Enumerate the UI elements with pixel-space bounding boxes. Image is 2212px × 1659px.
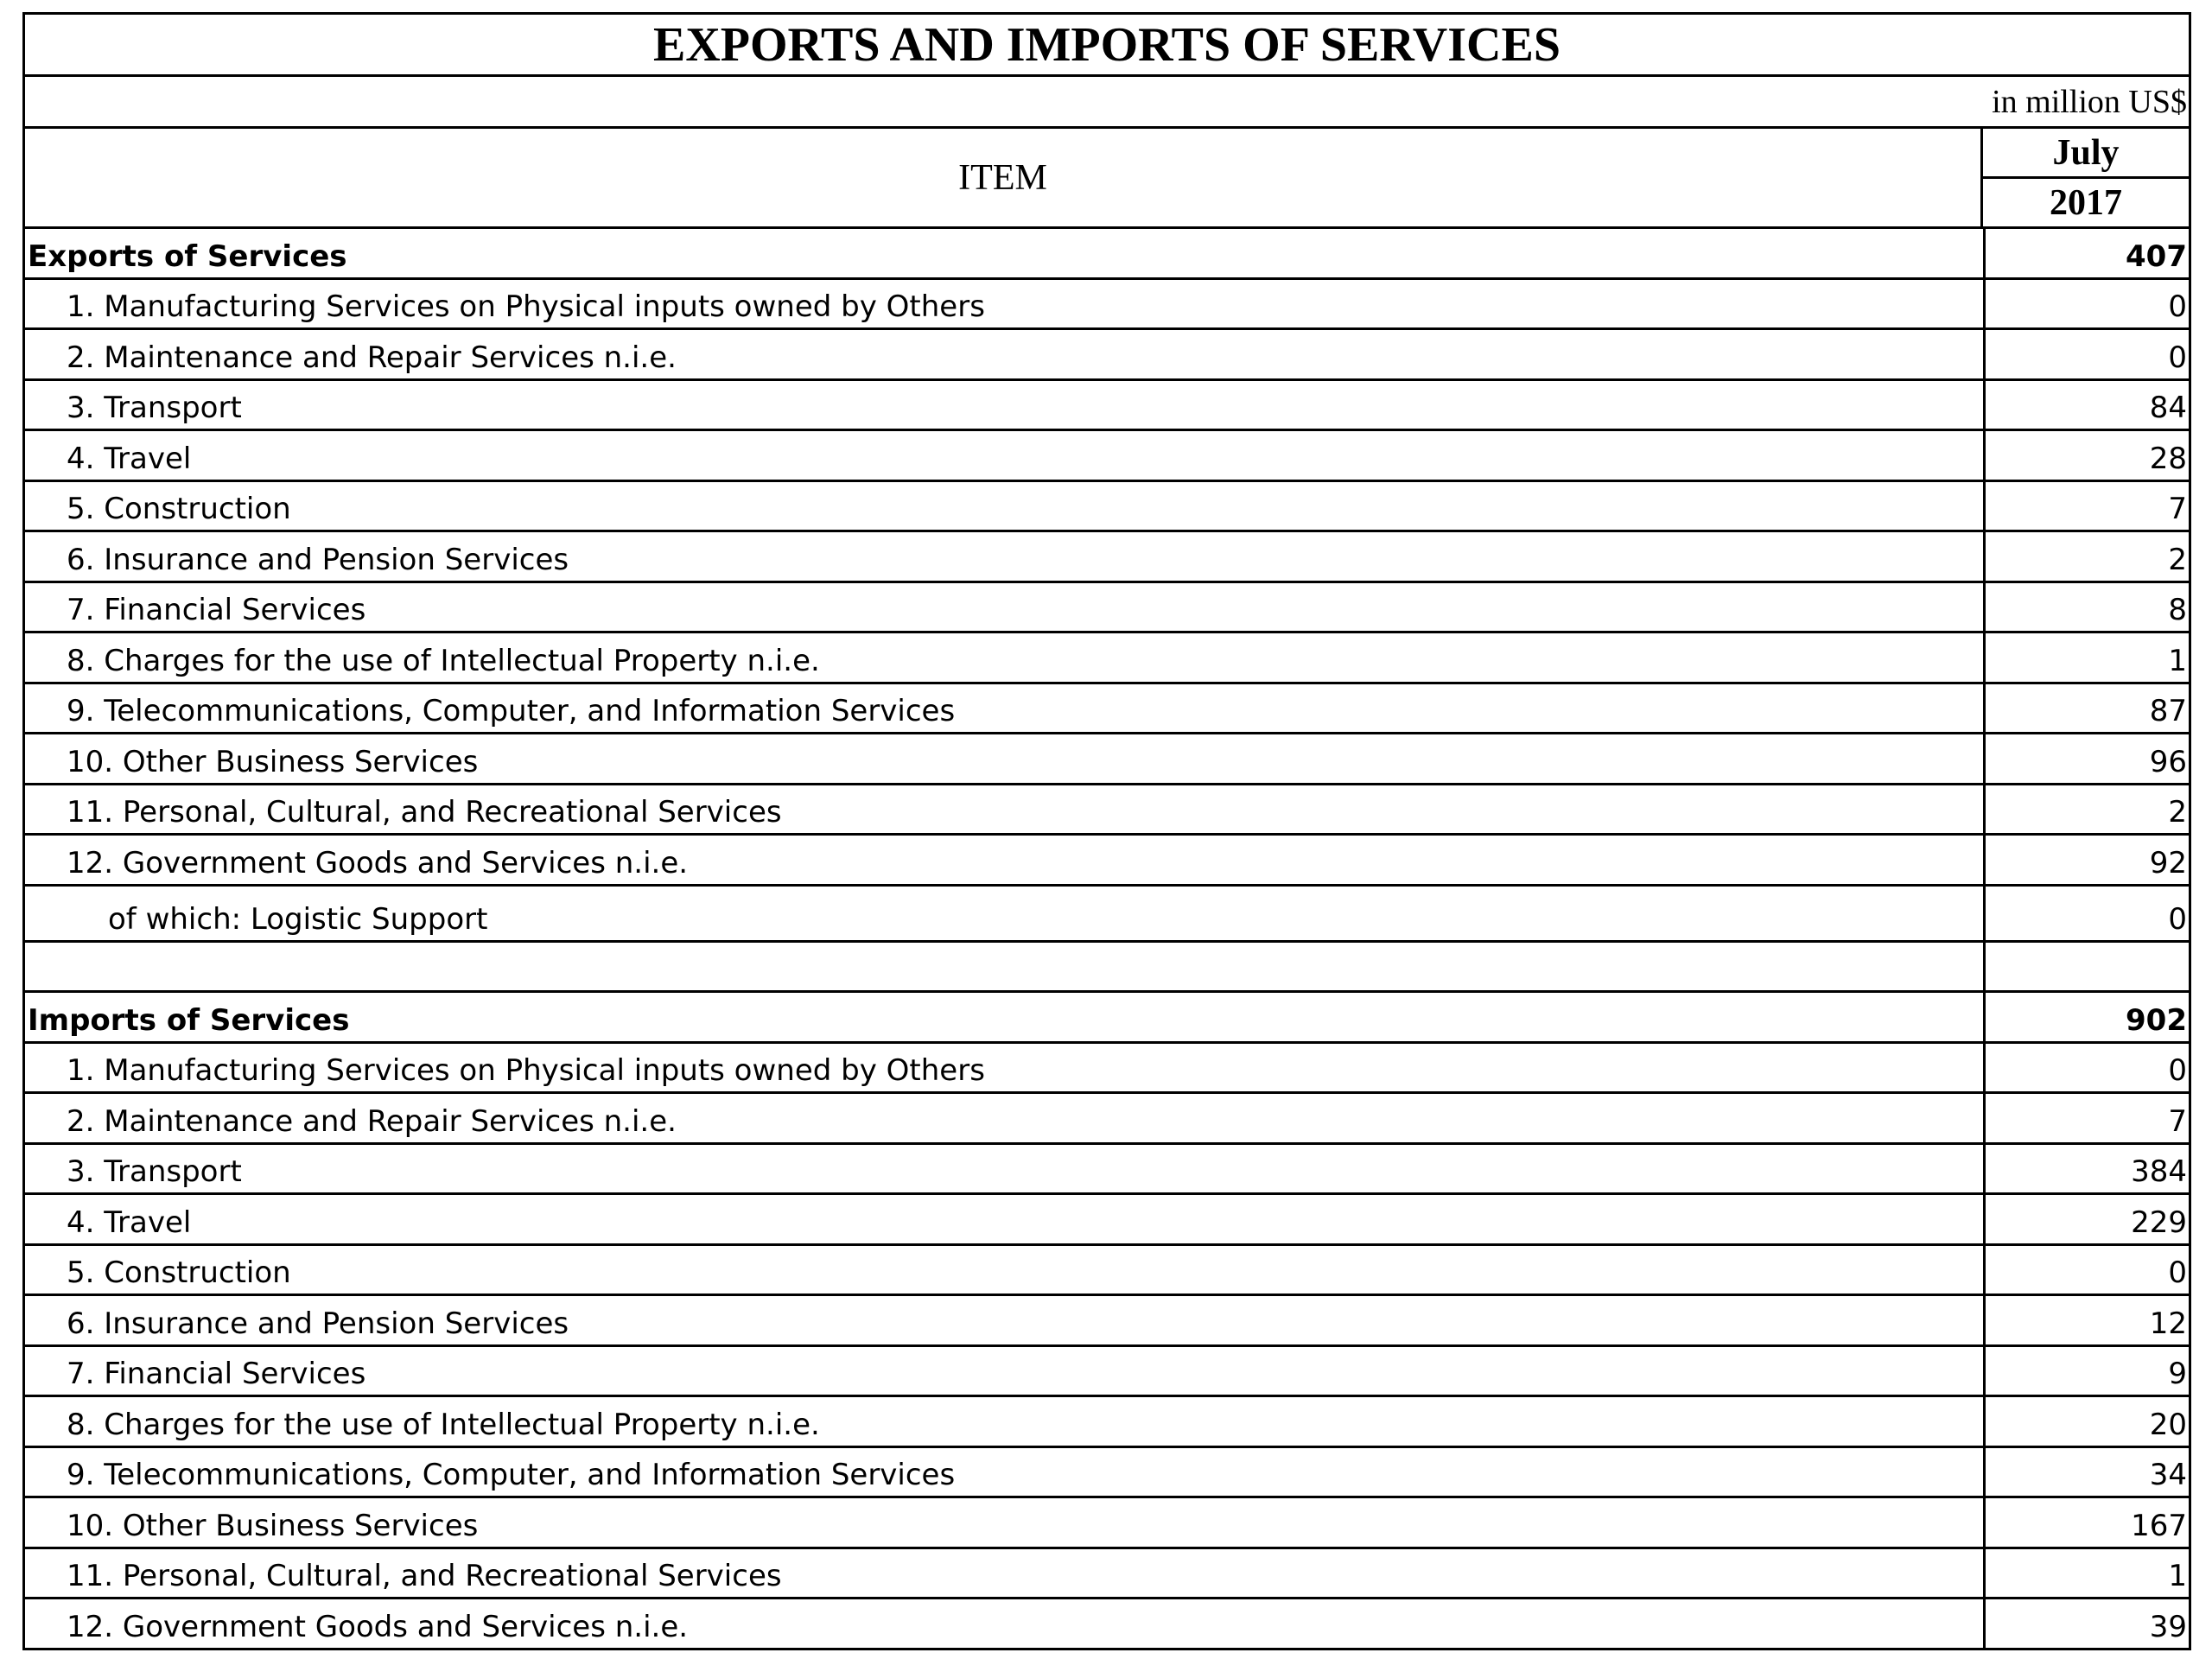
row-label: 10. Other Business Services: [67, 744, 479, 779]
table-row: [25, 1145, 2189, 1196]
table-row: [25, 1448, 2189, 1499]
item-column-header: ITEM: [958, 157, 1047, 198]
row-value: 8: [1983, 583, 2189, 632]
period-year: 2017: [2050, 182, 2122, 223]
exports-total: 407: [1983, 229, 2189, 277]
row-label: 3. Transport: [67, 391, 242, 425]
row-label: 1. Manufacturing Services on Physical inputs owned by Others: [67, 289, 985, 324]
table-row: [25, 1397, 2189, 1448]
row-label: 6. Insurance and Pension Services: [67, 542, 569, 577]
row-value: 39: [1983, 1599, 2189, 1648]
table-row: [25, 633, 2189, 684]
imports-total-row: [25, 993, 2189, 1044]
row-label: 11. Personal, Cultural, and Recreational Services: [67, 1559, 782, 1593]
table-row: [25, 431, 2189, 482]
table-row: [25, 583, 2189, 634]
row-value: 1: [1983, 633, 2189, 682]
row-value: 7: [1983, 1094, 2189, 1142]
row-value: 28: [1983, 431, 2189, 480]
row-label: 10. Other Business Services: [67, 1508, 479, 1543]
row-value: 0: [1983, 1044, 2189, 1092]
spacer-row: [25, 943, 2189, 994]
row-label: 5. Construction: [67, 1255, 291, 1290]
row-label: 4. Travel: [67, 1205, 192, 1240]
row-value: 2: [1983, 532, 2189, 581]
table-row: [25, 1094, 2189, 1145]
row-label: 9. Telecommunications, Computer, and Information Services: [67, 1458, 956, 1492]
row-label: of which: Logistic Support: [108, 901, 488, 937]
table-header: [22, 126, 2191, 226]
row-value: 384: [1983, 1145, 2189, 1193]
row-label: 12. Government Goods and Services n.i.e.: [67, 845, 689, 880]
table-row: [25, 1044, 2189, 1095]
row-value: 20: [1983, 1397, 2189, 1446]
row-value: 2: [1983, 785, 2189, 834]
row-value: 167: [1983, 1498, 2189, 1547]
period-month: July: [1983, 129, 2189, 179]
table-row: [25, 836, 2189, 887]
table-row: [25, 381, 2189, 432]
row-label: 7. Financial Services: [67, 593, 366, 627]
row-value: 92: [1983, 836, 2189, 884]
spacer-label: [25, 943, 1983, 991]
row-label: 7. Financial Services: [67, 1357, 366, 1391]
row-label: 5. Construction: [67, 492, 291, 526]
exports-total-row: [25, 229, 2189, 280]
row-value: 12: [1983, 1296, 2189, 1344]
table-row: [25, 1498, 2189, 1549]
table-body: [22, 226, 2191, 1650]
table-row: [25, 887, 2189, 943]
imports-label: Imports of Services: [28, 1002, 350, 1038]
unit-note: in million US$: [22, 74, 2191, 126]
table-row: [25, 1599, 2189, 1650]
exports-label: Exports of Services: [28, 238, 347, 274]
period-column-header: [1980, 129, 2189, 226]
row-label: 11. Personal, Cultural, and Recreational Services: [67, 795, 782, 830]
row-value: 0: [1983, 330, 2189, 378]
table-row: [25, 1246, 2189, 1297]
table-row: [25, 785, 2189, 836]
row-value: 0: [1983, 280, 2189, 328]
spacer-value: [1983, 943, 2189, 991]
table-row: [25, 482, 2189, 533]
table-row: [25, 734, 2189, 785]
row-label: 3. Transport: [67, 1154, 242, 1189]
row-label: 6. Insurance and Pension Services: [67, 1306, 569, 1341]
table-row: [25, 330, 2189, 381]
row-label: 4. Travel: [67, 441, 192, 476]
row-value: 96: [1983, 734, 2189, 783]
row-value: 9: [1983, 1347, 2189, 1395]
table-row: [25, 684, 2189, 735]
row-value: 0: [1983, 1246, 2189, 1294]
services-table: [22, 12, 2191, 1650]
table-row: [25, 532, 2189, 583]
table-row: [25, 1296, 2189, 1347]
row-label: 8. Charges for the use of Intellectual Property n.i.e.: [67, 1407, 820, 1442]
row-label: 2. Maintenance and Repair Services n.i.e.: [67, 1103, 677, 1139]
table-row: [25, 1195, 2189, 1246]
row-label: 2. Maintenance and Repair Services n.i.e.: [67, 340, 677, 375]
row-label: 9. Telecommunications, Computer, and Information Services: [67, 694, 956, 728]
table-row: [25, 1549, 2189, 1600]
table-row: [25, 280, 2189, 331]
row-value: 1: [1983, 1549, 2189, 1598]
row-value: 7: [1983, 482, 2189, 531]
table-row: [25, 1347, 2189, 1398]
row-label: 1. Manufacturing Services on Physical inputs owned by Others: [67, 1053, 985, 1088]
table-title: EXPORTS AND IMPORTS OF SERVICES: [22, 12, 2191, 74]
imports-total: 902: [1983, 993, 2189, 1041]
row-value: 0: [1983, 887, 2189, 940]
row-value: 229: [1983, 1195, 2189, 1243]
row-label: 8. Charges for the use of Intellectual Property n.i.e.: [67, 643, 820, 678]
row-value: 87: [1983, 684, 2189, 733]
row-value: 34: [1983, 1448, 2189, 1497]
row-label: 12. Government Goods and Services n.i.e.: [67, 1609, 689, 1644]
row-value: 84: [1983, 381, 2189, 429]
